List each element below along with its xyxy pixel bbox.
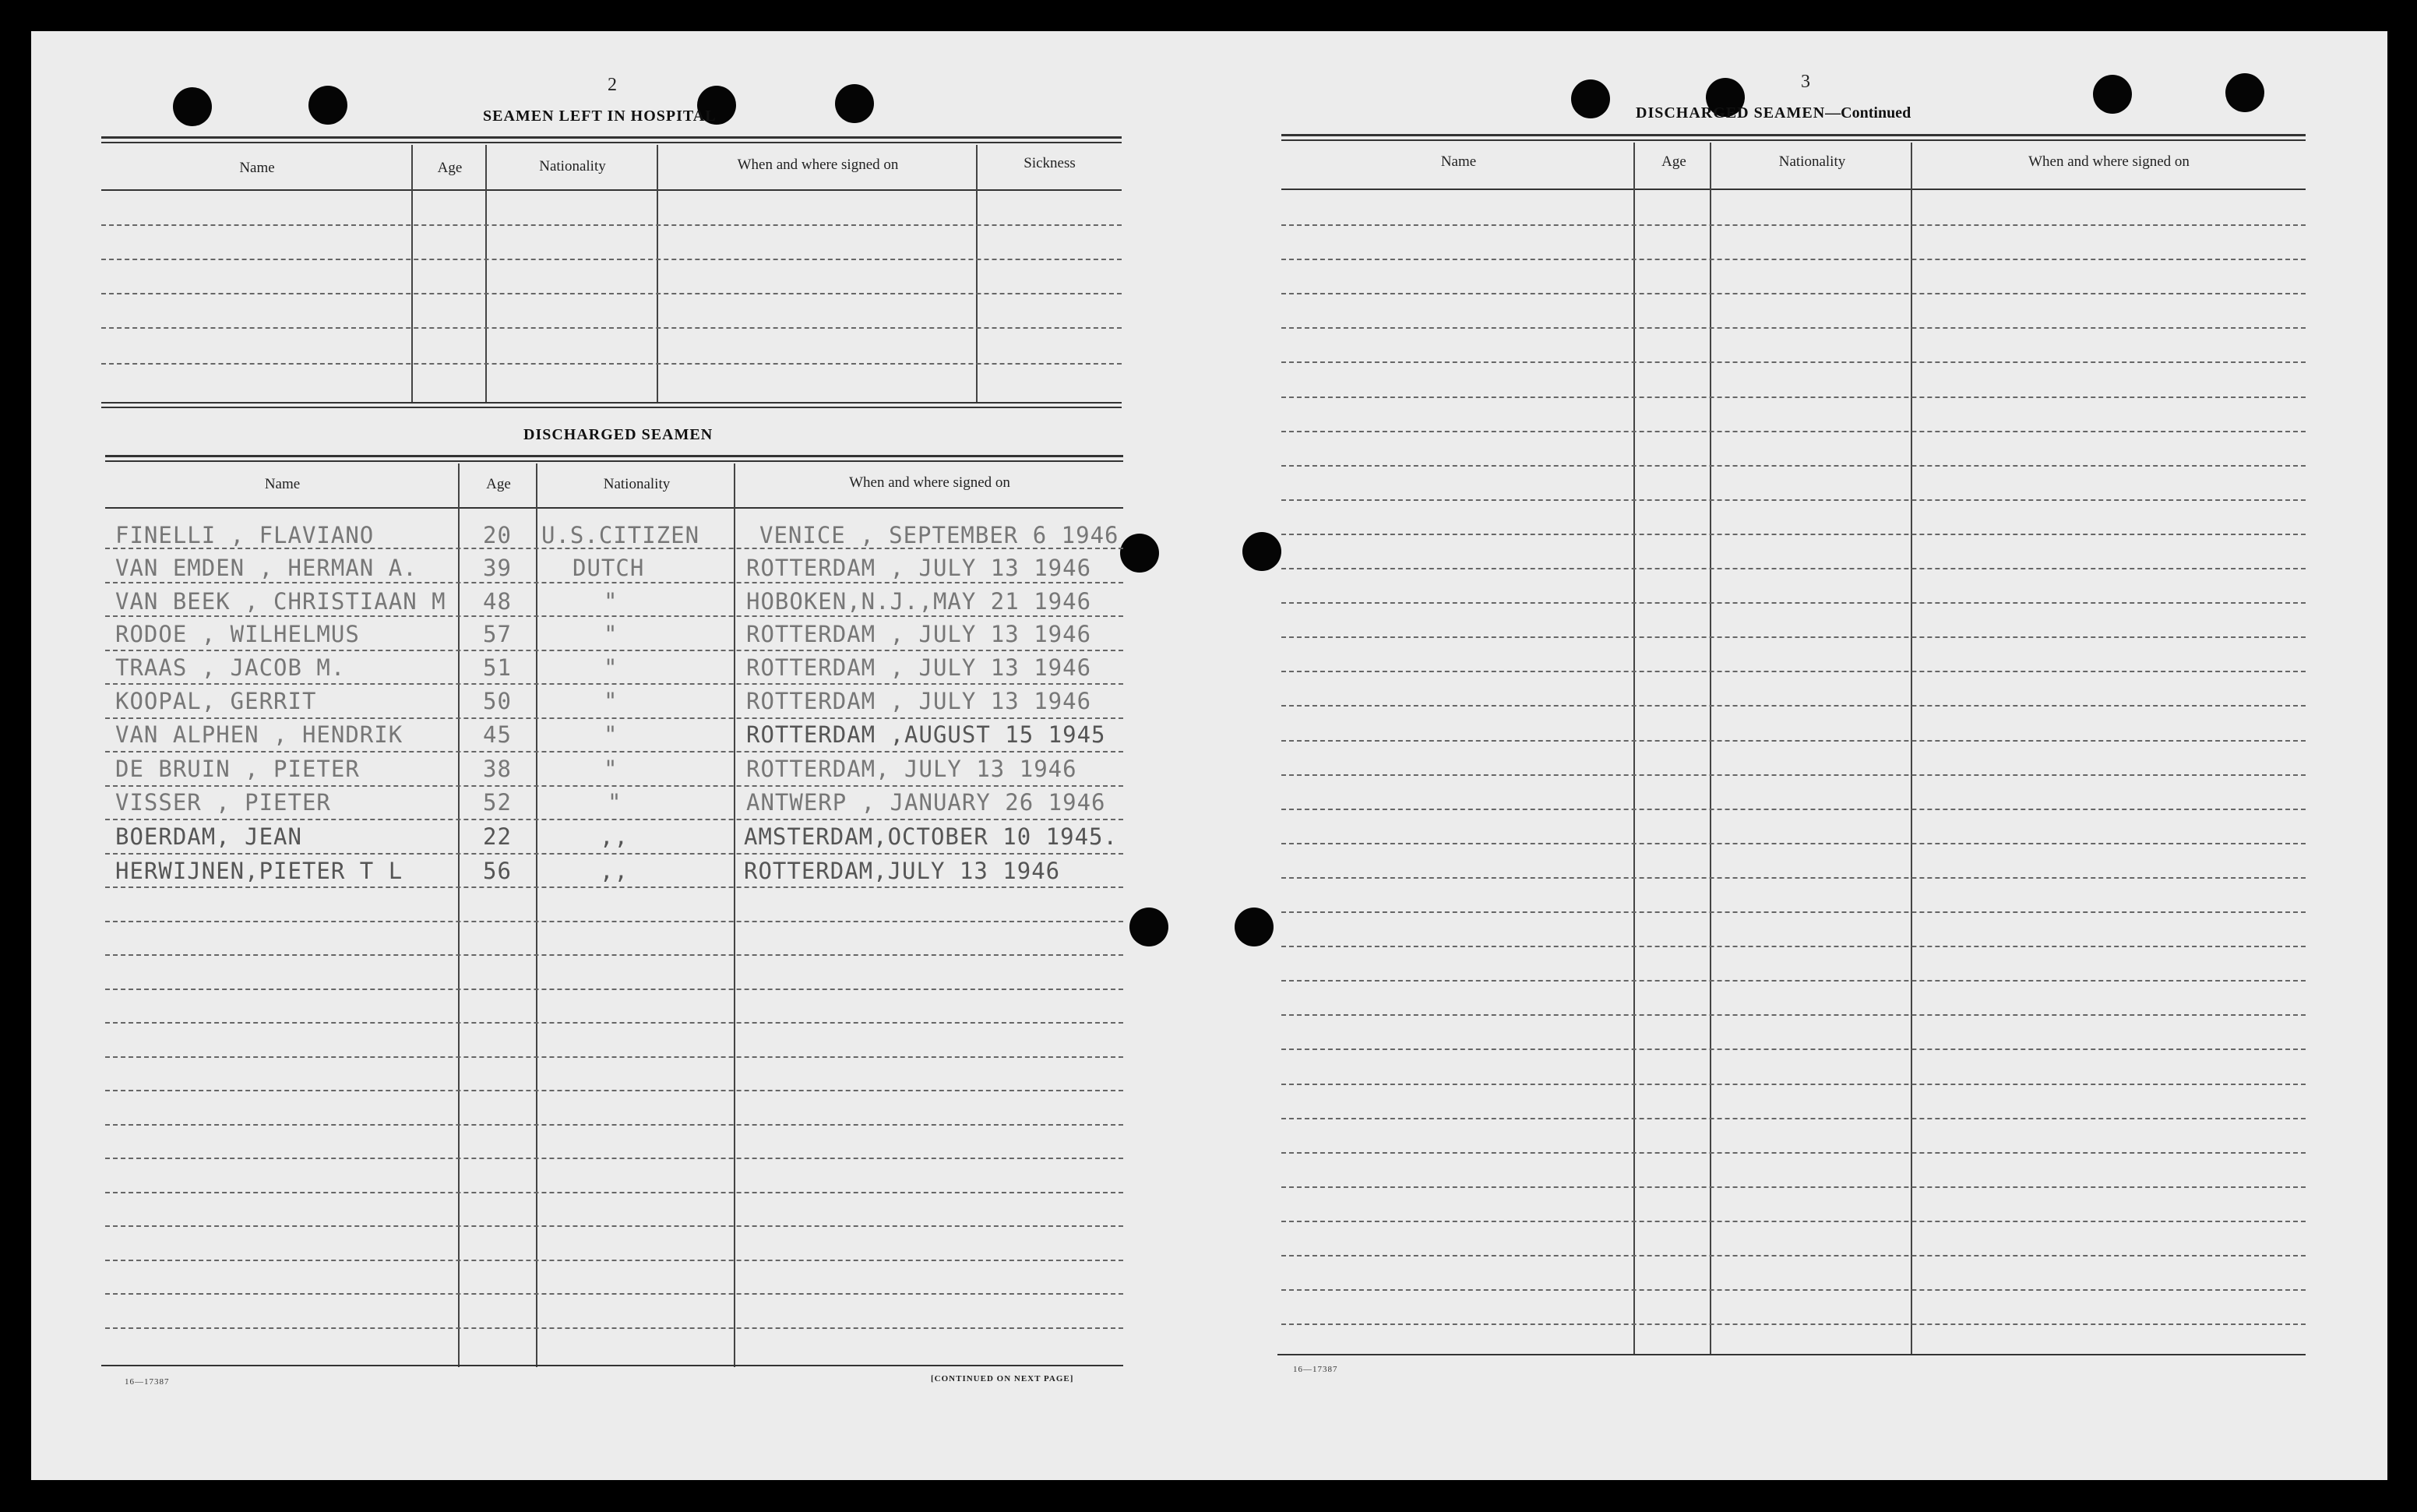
seaman-nationality: DUTCH xyxy=(573,555,645,581)
ruled-line xyxy=(105,1192,1123,1193)
column-header-age: Age xyxy=(1661,153,1686,170)
seaman-signed-on: ROTTERDAM , JULY 13 1946 xyxy=(746,688,1092,714)
ruled-line xyxy=(1281,259,2306,260)
ruled-line xyxy=(1281,980,2306,982)
seaman-nationality: " xyxy=(604,721,618,748)
ruled-line xyxy=(105,1260,1123,1261)
seaman-signed-on: ROTTERDAM, JULY 13 1946 xyxy=(746,756,1077,782)
table-top-rule xyxy=(101,136,1122,139)
seaman-name: HERWIJNEN,PIETER T L xyxy=(115,858,403,884)
seaman-name: VAN ALPHEN , HENDRIK xyxy=(115,721,403,748)
continued-note: [CONTINUED ON NEXT PAGE] xyxy=(931,1374,1074,1383)
ruled-line xyxy=(101,293,1122,294)
seaman-age: 57 xyxy=(483,621,512,647)
column-header-sickness: Sickness xyxy=(1024,155,1076,171)
seaman-nationality: " xyxy=(604,654,618,681)
ruled-line xyxy=(1281,534,2306,535)
seaman-nationality: " xyxy=(604,688,618,714)
ruled-line xyxy=(1281,636,2306,638)
ruled-line xyxy=(101,224,1122,226)
ruled-line xyxy=(1281,1289,2306,1291)
ruled-line xyxy=(1281,1186,2306,1188)
ruled-line xyxy=(105,683,1123,685)
table-top-rule xyxy=(105,455,1123,457)
ruled-line xyxy=(1281,224,2306,226)
punch-hole xyxy=(835,84,874,123)
ruled-line xyxy=(1281,499,2306,501)
seaman-age: 56 xyxy=(483,858,512,884)
column-header-name: Name xyxy=(239,160,275,176)
ruled-line xyxy=(105,650,1123,651)
seaman-nationality: ,, xyxy=(600,823,629,850)
section-title-discharged: DISCHARGED SEAMEN xyxy=(523,426,713,443)
ruled-line xyxy=(1281,843,2306,844)
seaman-signed-on: ROTTERDAM , JULY 13 1946 xyxy=(746,654,1092,681)
ruled-line xyxy=(105,954,1123,956)
column-header-age: Age xyxy=(486,476,511,492)
ruled-line xyxy=(1281,911,2306,913)
ruled-line xyxy=(1281,946,2306,947)
ruled-line xyxy=(101,259,1122,260)
column-divider xyxy=(458,463,460,1367)
seaman-nationality: ,, xyxy=(600,858,629,884)
table-top-rule xyxy=(1281,139,2306,141)
seaman-age: 45 xyxy=(483,721,512,748)
seaman-signed-on: ROTTERDAM ,AUGUST 15 1945 xyxy=(746,721,1106,748)
ruled-line xyxy=(105,785,1123,787)
ruled-line xyxy=(1281,1221,2306,1222)
ruled-line xyxy=(105,751,1123,752)
punch-hole xyxy=(173,87,212,126)
column-divider xyxy=(1710,143,1711,1355)
table-bottom-rule xyxy=(1277,1354,2306,1355)
ruled-line xyxy=(1281,1152,2306,1154)
page-number: 2 xyxy=(608,75,617,95)
table-bottom-rule xyxy=(101,402,1122,404)
form-number: 16—17387 xyxy=(125,1377,170,1387)
seaman-age: 38 xyxy=(483,756,512,782)
ruled-line xyxy=(105,819,1123,820)
seaman-name: FINELLI , FLAVIANO xyxy=(115,522,375,548)
seaman-age: 39 xyxy=(483,555,512,581)
ruled-line xyxy=(1281,361,2306,363)
document-sheet xyxy=(31,31,2387,1480)
ruled-line xyxy=(1281,293,2306,294)
seaman-name: DE BRUIN , PIETER xyxy=(115,756,360,782)
seaman-signed-on: ANTWERP , JANUARY 26 1946 xyxy=(746,789,1106,816)
section-title-hospital: SEAMEN LEFT IN HOSPITAL xyxy=(483,107,717,125)
seaman-name: VAN BEEK , CHRISTIAAN M xyxy=(115,588,446,615)
punch-hole xyxy=(1571,79,1610,118)
punch-hole xyxy=(1235,908,1274,946)
ruled-line xyxy=(1281,705,2306,707)
ruled-line xyxy=(105,1124,1123,1126)
column-divider xyxy=(411,145,413,404)
column-header-signed-on: When and where signed on xyxy=(737,157,899,173)
ruled-line xyxy=(101,363,1122,365)
ruled-line xyxy=(105,1022,1123,1024)
seaman-age: 50 xyxy=(483,688,512,714)
ruled-line xyxy=(1281,1049,2306,1050)
ruled-line xyxy=(101,327,1122,329)
column-divider xyxy=(1633,143,1635,1355)
seaman-name: RODOE , WILHELMUS xyxy=(115,621,360,647)
ruled-line xyxy=(105,989,1123,990)
ruled-line xyxy=(105,1090,1123,1091)
seaman-age: 51 xyxy=(483,654,512,681)
ruled-line xyxy=(1281,465,2306,467)
column-divider xyxy=(1911,143,1912,1355)
ruled-line xyxy=(1281,1255,2306,1256)
header-underline xyxy=(1281,189,2306,190)
column-header-name: Name xyxy=(264,476,301,492)
form-number: 16—17387 xyxy=(1293,1365,1338,1374)
seaman-nationality: " xyxy=(608,789,622,816)
punch-hole xyxy=(1242,532,1281,571)
ruled-line xyxy=(1281,1323,2306,1325)
seaman-signed-on: ROTTERDAM , JULY 13 1946 xyxy=(746,621,1092,647)
punch-hole xyxy=(1120,534,1159,573)
seaman-name: VISSER , PIETER xyxy=(115,789,331,816)
column-divider xyxy=(976,145,978,404)
title-suffix: —Continued xyxy=(1825,104,1911,122)
table-top-rule xyxy=(1281,134,2306,136)
column-header-name: Name xyxy=(1440,153,1477,170)
column-header-nationality: Nationality xyxy=(539,158,606,174)
punch-hole xyxy=(2225,73,2264,112)
header-underline xyxy=(105,507,1123,509)
ruled-line xyxy=(105,853,1123,855)
section-title-discharged-continued xyxy=(1636,104,1911,122)
ruled-line xyxy=(105,717,1123,719)
ruled-line xyxy=(105,582,1123,583)
ruled-line xyxy=(1281,1014,2306,1016)
ruled-line xyxy=(1281,397,2306,398)
ruled-line xyxy=(1281,1084,2306,1085)
ruled-line xyxy=(105,1293,1123,1295)
column-divider xyxy=(485,145,487,404)
table-bottom-rule xyxy=(101,407,1122,408)
table-top-rule xyxy=(105,460,1123,462)
ruled-line xyxy=(1281,774,2306,776)
ruled-line xyxy=(105,886,1123,888)
seaman-signed-on: AMSTERDAM,OCTOBER 10 1945. xyxy=(744,823,1118,850)
ruled-line xyxy=(1281,740,2306,742)
header-underline xyxy=(101,189,1122,191)
column-divider xyxy=(536,463,537,1367)
column-header-nationality: Nationality xyxy=(1778,153,1846,170)
punch-hole xyxy=(1129,908,1168,946)
ruled-line xyxy=(1281,602,2306,604)
punch-hole xyxy=(2093,75,2132,114)
ruled-line xyxy=(105,921,1123,922)
column-header-signed-on: When and where signed on xyxy=(849,474,1010,491)
column-divider xyxy=(734,463,735,1367)
seaman-signed-on: VENICE , SEPTEMBER 6 1946 xyxy=(759,522,1119,548)
ruled-line xyxy=(1281,1118,2306,1119)
seaman-age: 48 xyxy=(483,588,512,615)
table-top-rule xyxy=(101,142,1122,143)
column-header-signed-on: When and where signed on xyxy=(2028,153,2190,170)
ruled-line xyxy=(1281,327,2306,329)
table-bottom-rule xyxy=(101,1365,1123,1366)
seaman-nationality: " xyxy=(604,621,618,647)
ruled-line xyxy=(1281,568,2306,569)
page-number: 3 xyxy=(1801,72,1810,92)
seaman-name: KOOPAL, GERRIT xyxy=(115,688,317,714)
seaman-signed-on: HOBOKEN,N.J.,MAY 21 1946 xyxy=(746,588,1092,615)
column-header-age: Age xyxy=(437,160,463,176)
seaman-age: 22 xyxy=(483,823,512,850)
seaman-signed-on: ROTTERDAM,JULY 13 1946 xyxy=(744,858,1061,884)
ruled-line xyxy=(105,1056,1123,1058)
seaman-age: 52 xyxy=(483,789,512,816)
seaman-nationality: U.S.CITIZEN xyxy=(541,522,700,548)
ruled-line xyxy=(105,1158,1123,1159)
seaman-name: BOERDAM, JEAN xyxy=(115,823,302,850)
seaman-nationality: " xyxy=(604,756,618,782)
ruled-line xyxy=(105,1327,1123,1329)
seaman-name: TRAAS , JACOB M. xyxy=(115,654,346,681)
ruled-line xyxy=(105,615,1123,617)
punch-hole xyxy=(308,86,347,125)
seaman-age: 20 xyxy=(483,522,512,548)
seaman-nationality: " xyxy=(604,588,618,615)
ruled-line xyxy=(105,1225,1123,1227)
seaman-name: VAN EMDEN , HERMAN A. xyxy=(115,555,418,581)
ruled-line xyxy=(1281,431,2306,432)
ruled-line xyxy=(1281,671,2306,672)
ruled-line xyxy=(1281,809,2306,810)
column-divider xyxy=(657,145,658,404)
column-header-nationality: Nationality xyxy=(603,476,671,492)
title-main: DISCHARGED SEAMEN xyxy=(1636,104,1826,122)
ruled-line xyxy=(1281,877,2306,879)
seaman-signed-on: ROTTERDAM , JULY 13 1946 xyxy=(746,555,1092,581)
